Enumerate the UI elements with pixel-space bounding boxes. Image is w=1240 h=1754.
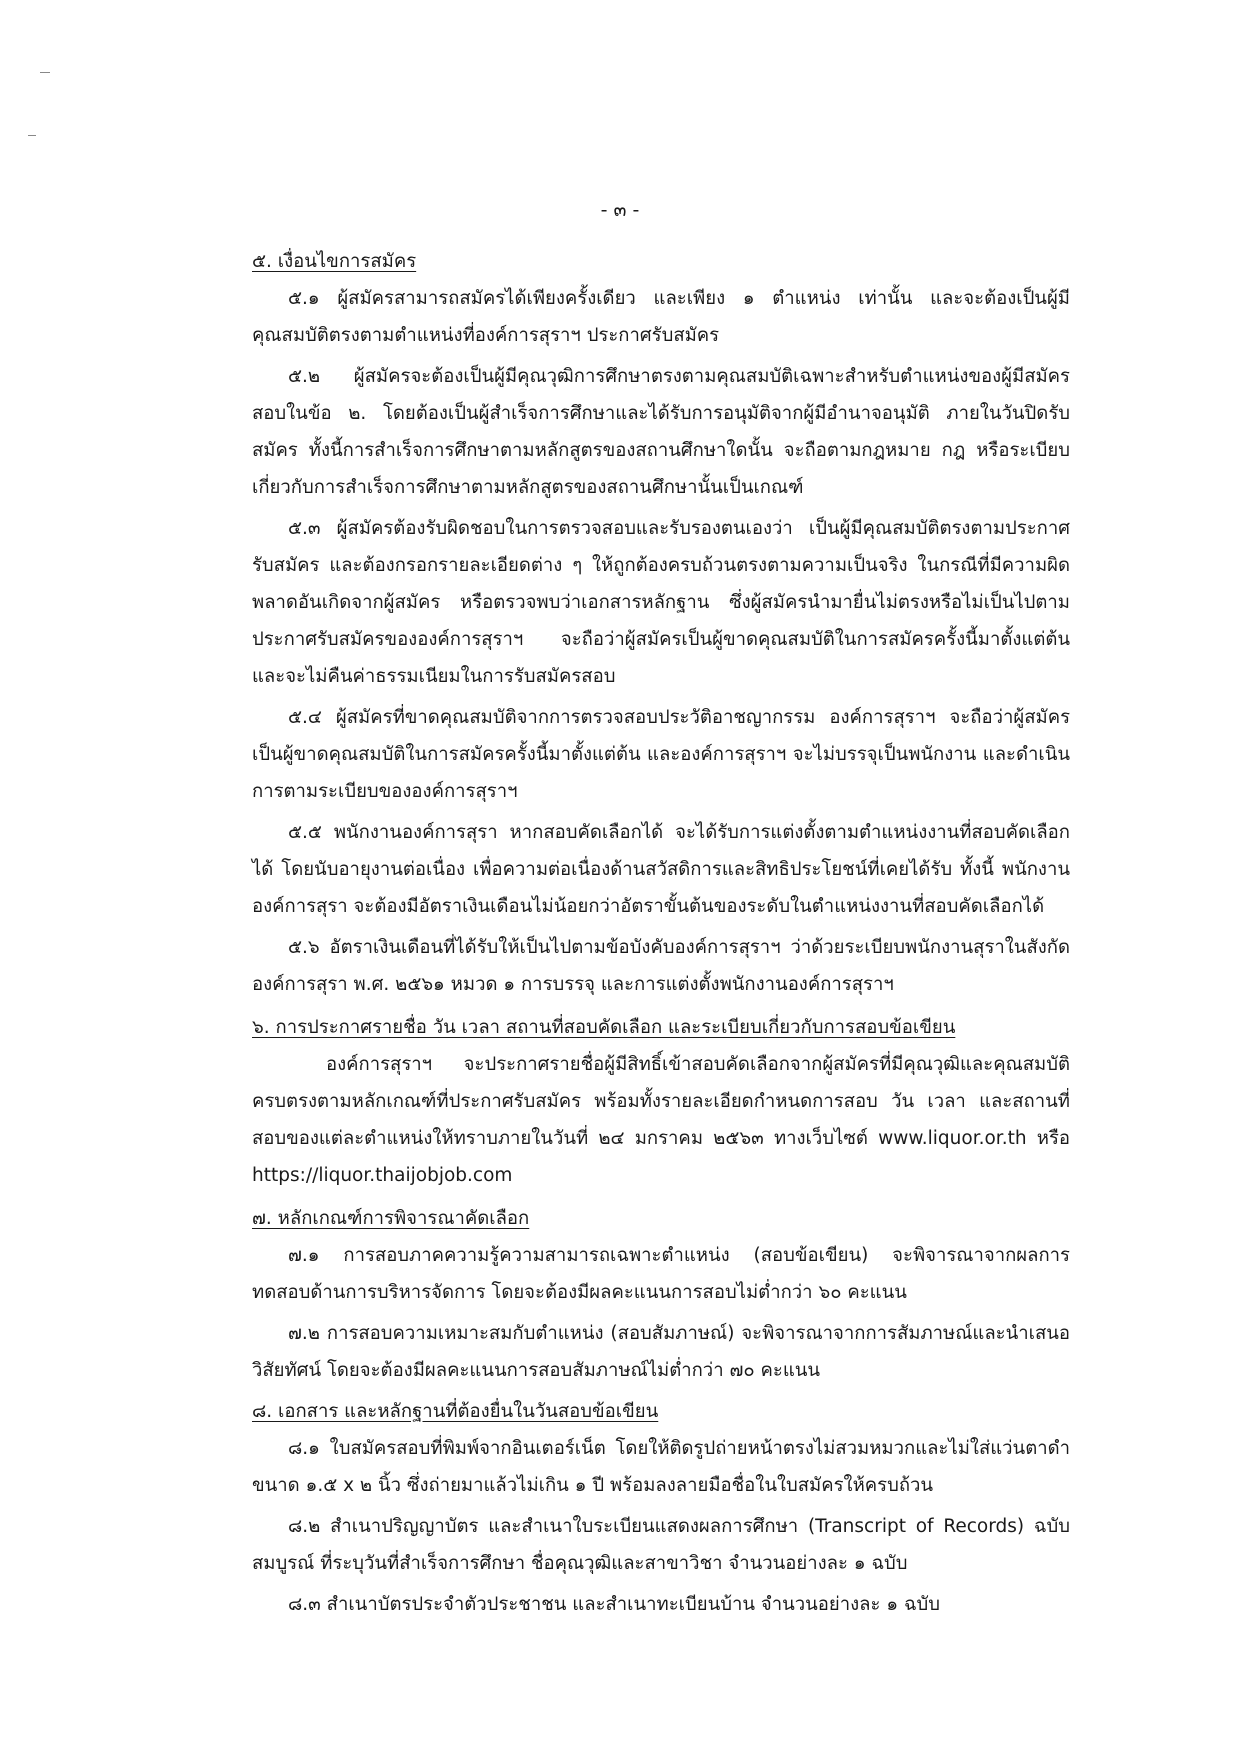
paragraph-8-1: ๘.๑ ใบสมัครสอบที่พิมพ์จากอินเตอร์เน็ต โดยให้ติดรูปถ่ายหน้าตรงไม่สวมหมวกและไม่ใส่แว่นตาดำขนาด ๑.๕ x ๒ นิ้ว ซึ่งถ่ายมาแล้วไม่เกิน ๑ ปี พร้อมลงลายมือชื่อในใบสมัครให้ครบถ้วน xyxy=(252,1438,1070,1496)
paragraph-5-6: ๕.๖ อัตราเงินเดือนที่ได้รับให้เป็นไปตามข้อบังคับองค์การสุราฯ ว่าด้วยระเบียบพนักงานสุราในสังกัดองค์การสุรา พ.ศ. ๒๕๖๑ หมวด ๑ การบรรจุ และการแต่งตั้งพนักงานองค์การสุราฯ xyxy=(252,937,1070,995)
paragraph-8-2: ๘.๒ สำเนาปริญญาบัตร และสำเนาใบระเบียนแสดงผลการศึกษา (Transcript of Records) ฉบับสมบูรณ์ ที่ระบุวันที่สำเร็จการศึกษา ชื่อคุณวุฒิและสาขาวิชา จำนวนอย่างละ ๑ ฉบับ xyxy=(252,1516,1070,1574)
scan-artifact xyxy=(40,72,50,73)
section-6 xyxy=(252,1009,1070,1194)
section-heading: ๕. เงื่อนไขการสมัคร xyxy=(252,251,417,272)
paragraph-6: องค์การสุราฯ จะประกาศรายชื่อผู้มีสิทธิ์เข้าสอบคัดเลือกจากผู้สมัครที่มีคุณวุฒิและคุณสมบัติครบตรงตามหลักเกณฑ์ที่ประกาศรับสมัคร พร้อมทั้งรายละเอียดกำหนดการสอบ วัน เวลา และสถานที่สอบของแต่ละตำแหน่งให้ทราบภายในวันที่ ๒๔ มกราคม ๒๕๖๓ ทางเว็บไซต์ www.liquor.or.th หรือ https://liquor.thaijobjob.com xyxy=(252,1054,1070,1186)
paragraph-7-2: ๗.๒ การสอบความเหมาะสมกับตำแหน่ง (สอบสัมภาษณ์) จะพิจารณาจากการสัมภาษณ์และนำเสนอวิสัยทัศน์ โดยจะต้องมีผลคะแนนการสอบสัมภาษณ์ไม่ต่ำกว่า ๗๐ คะแนน xyxy=(252,1323,1070,1381)
paragraph-5-1: ๕.๑ ผู้สมัครสามารถสมัครได้เพียงครั้งเดียว และเพียง ๑ ตำแหน่ง เท่านั้น และจะต้องเป็นผู้มีคุณสมบัติตรงตามตำแหน่งที่องค์การสุราฯ ประกาศรับสมัคร xyxy=(252,288,1070,346)
section-7 xyxy=(252,1200,1070,1389)
page-number: - ๓ - xyxy=(600,199,640,221)
section-5 xyxy=(252,243,1070,1003)
section-heading: ๘. เอกสาร และหลักฐานที่ต้องยื่นในวันสอบข้อเขียน xyxy=(252,1401,659,1422)
paragraph-8-3: ๘.๓ สำเนาบัตรประจำตัวประชาชน และสำเนาทะเบียนบ้าน จำนวนอย่างละ ๑ ฉบับ xyxy=(288,1594,941,1615)
paragraph-5-3: ๕.๓ ผู้สมัครต้องรับผิดชอบในการตรวจสอบและรับรองตนเองว่า เป็นผู้มีคุณสมบัติตรงตามประกาศรับสมัคร และต้องกรอกรายละเอียดต่าง ๆ ให้ถูกต้องครบถ้วนตรงตามความเป็นจริง ในกรณีที่มีความผิดพลาดอันเกิดจากผู้สมัคร หรือตรวจพบว่าเอกสารหลักฐาน ซึ่งผู้สมัครนำมายื่นไม่ตรงหรือไม่เป็นไปตามประกาศรับสมัครขององค์การสุราฯ จะถือว่าผู้สมัครเป็นผู้ขาดคุณสมบัติในการสมัครครั้งนี้มาตั้งแต่ต้น และจะไม่คืนค่าธรรมเนียมในการรับสมัครสอบ xyxy=(252,518,1070,687)
paragraph-5-2: ๕.๒ ผู้สมัครจะต้องเป็นผู้มีคุณวุฒิการศึกษาตรงตามคุณสมบัติเฉพาะสำหรับตำแหน่งของผู้มีสมัครสอบในข้อ ๒. โดยต้องเป็นผู้สำเร็จการศึกษาและได้รับการอนุมัติจากผู้มีอำนาจอนุมัติ ภายในวันปิดรับสมัคร ทั้งนี้การสำเร็จการศึกษาตามหลักสูตรของสถานศึกษาใดนั้น จะถือตามกฎหมาย กฎ หรือระเบียบเกี่ยวกับการสำเร็จการศึกษาตามหลักสูตรของสถานศึกษานั้นเป็นเกณฑ์ xyxy=(252,366,1070,498)
document-body xyxy=(252,243,1070,1627)
scan-artifact xyxy=(28,135,36,136)
paragraph-7-1: ๗.๑ การสอบภาคความรู้ความสามารถเฉพาะตำแหน่ง (สอบข้อเขียน) จะพิจารณาจากผลการทดสอบด้านการบริหารจัดการ โดยจะต้องมีผลคะแนนการสอบไม่ต่ำกว่า ๖๐ คะแนน xyxy=(252,1245,1070,1303)
section-heading: ๖. การประกาศรายชื่อ วัน เวลา สถานที่สอบคัดเลือก และระเบียบเกี่ยวกับการสอบข้อเขียน xyxy=(252,1017,956,1038)
section-heading: ๗. หลักเกณฑ์การพิจารณาคัดเลือก xyxy=(252,1208,530,1229)
section-8 xyxy=(252,1393,1070,1623)
paragraph-5-4: ๕.๔ ผู้สมัครที่ขาดคุณสมบัติจากการตรวจสอบประวัติอาชญากรรม องค์การสุราฯ จะถือว่าผู้สมัครเป็นผู้ขาดคุณสมบัติในการสมัครครั้งนี้มาตั้งแต่ต้น และองค์การสุราฯ จะไม่บรรจุเป็นพนักงาน และดำเนินการตามระเบียบขององค์การสุราฯ xyxy=(252,707,1070,802)
paragraph-5-5: ๕.๕ พนักงานองค์การสุรา หากสอบคัดเลือกได้ จะได้รับการแต่งตั้งตามตำแหน่งงานที่สอบคัดเลือกได้ โดยนับอายุงานต่อเนื่อง เพื่อความต่อเนื่องด้านสวัสดิการและสิทธิประโยชน์ที่เคยได้รับ ทั้งนี้ พนักงานองค์การสุรา จะต้องมีอัตราเงินเดือนไม่น้อยกว่าอัตราขั้นต้นของระดับในตำแหน่งงานที่สอบคัดเลือกได้ xyxy=(252,822,1070,917)
